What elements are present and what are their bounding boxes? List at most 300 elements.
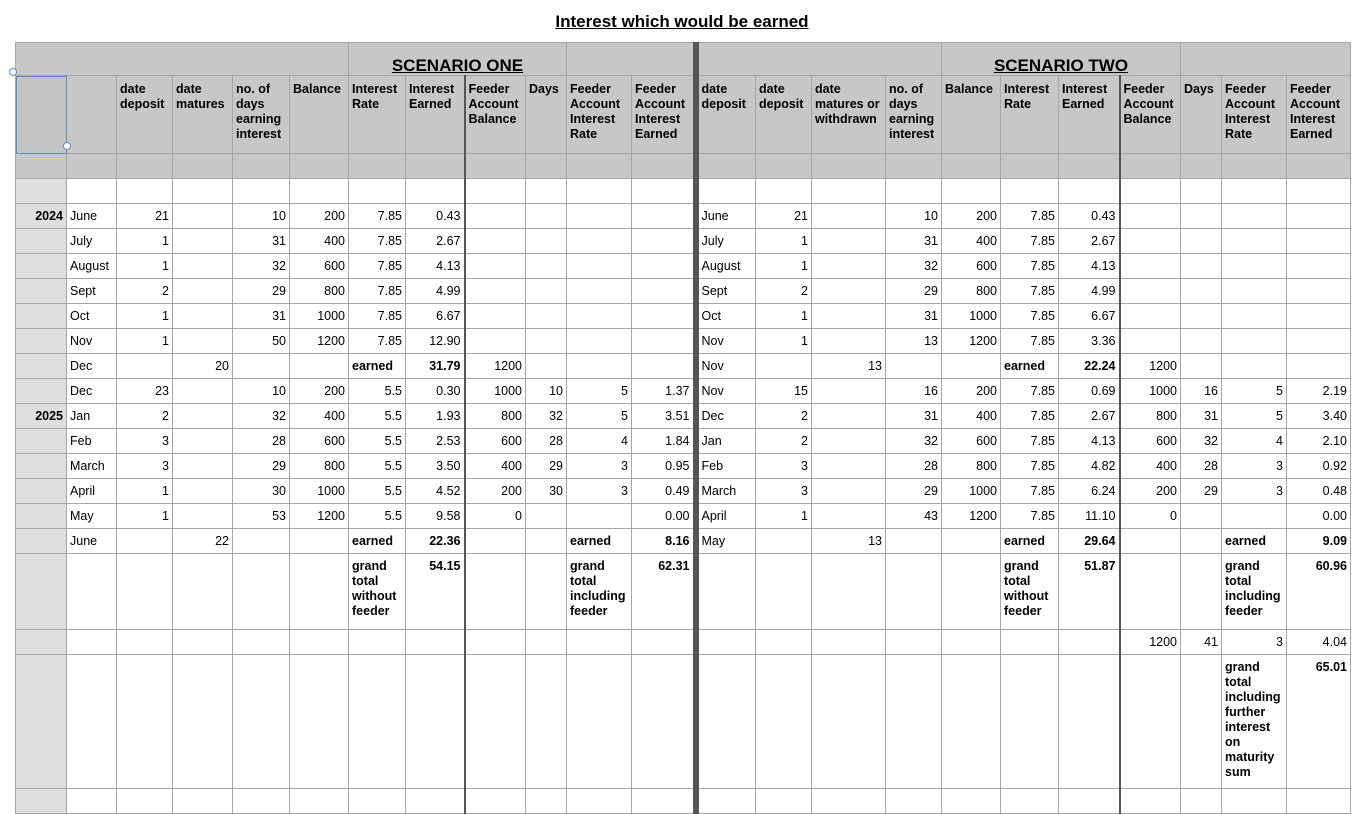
s1-cell[interactable]: 800 [290, 279, 349, 304]
s1-grand-including-label[interactable]: grand total including feeder [567, 554, 632, 630]
s1-cell[interactable]: earned [349, 529, 406, 554]
s2-cell[interactable]: 7.85 [1001, 279, 1059, 304]
cell[interactable] [696, 179, 756, 204]
s2-cell[interactable]: 16 [886, 379, 942, 404]
s2-cell[interactable]: 600 [1120, 429, 1181, 454]
cell[interactable] [349, 630, 406, 655]
s2-cell[interactable]: 3 [756, 454, 812, 479]
s2-cell[interactable] [1181, 204, 1222, 229]
month-cell[interactable]: Oct [67, 304, 117, 329]
cell[interactable] [67, 179, 117, 204]
s1-cell[interactable] [567, 279, 632, 304]
cell[interactable] [173, 789, 233, 814]
s1-cell[interactable]: 1200 [290, 329, 349, 354]
s2-cell[interactable] [1120, 279, 1181, 304]
s2-cell[interactable] [1287, 254, 1351, 279]
cell[interactable] [349, 154, 406, 179]
s1-cell[interactable]: 30 [233, 479, 290, 504]
s1-cell[interactable]: 2 [117, 404, 173, 429]
s2-cell[interactable]: 28 [1181, 454, 1222, 479]
cell[interactable] [1287, 179, 1351, 204]
s2-cell[interactable]: 31 [886, 229, 942, 254]
s2-cell[interactable] [1120, 329, 1181, 354]
s1-cell[interactable] [632, 279, 696, 304]
s1-cell[interactable]: 1 [117, 504, 173, 529]
cell[interactable] [812, 554, 886, 630]
header-month[interactable] [67, 76, 117, 154]
cell[interactable] [233, 630, 290, 655]
s1-header-1[interactable]: date matures [173, 76, 233, 154]
s2-cell[interactable] [942, 529, 1001, 554]
s2-cell[interactable] [1120, 229, 1181, 254]
s2-grand-including-value[interactable]: 60.96 [1287, 554, 1351, 630]
s1-header-6[interactable]: Feeder Account Balance [465, 76, 526, 154]
s1-cell[interactable] [173, 454, 233, 479]
cell[interactable] [1120, 554, 1181, 630]
s1-cell[interactable]: 2.67 [406, 229, 465, 254]
s1-cell[interactable] [465, 254, 526, 279]
s1-cell[interactable]: 400 [465, 454, 526, 479]
s2-cell[interactable]: 1 [756, 304, 812, 329]
s2-cell[interactable] [1287, 279, 1351, 304]
cell[interactable] [117, 655, 173, 789]
year-cell[interactable] [16, 229, 67, 254]
s2-cell[interactable]: 7.85 [1001, 304, 1059, 329]
s2-month-cell[interactable]: July [696, 229, 756, 254]
cell[interactable] [290, 554, 349, 630]
s2-cell[interactable]: 200 [942, 204, 1001, 229]
s1-cell[interactable]: 600 [290, 429, 349, 454]
cell[interactable] [67, 154, 117, 179]
s2-cell[interactable] [1222, 254, 1287, 279]
s1-cell[interactable]: 1.84 [632, 429, 696, 454]
cell[interactable] [173, 554, 233, 630]
s2-cell[interactable]: 600 [942, 254, 1001, 279]
final-total-label[interactable]: grand total including further interest on maturity sum [1222, 655, 1287, 789]
s1-cell[interactable] [526, 529, 567, 554]
cell[interactable] [696, 789, 756, 814]
s1-cell[interactable] [526, 329, 567, 354]
s2-cell[interactable] [1222, 354, 1287, 379]
s1-cell[interactable]: 28 [233, 429, 290, 454]
cell[interactable] [696, 630, 756, 655]
cell[interactable] [233, 179, 290, 204]
s1-cell[interactable]: 10 [233, 204, 290, 229]
s2-cell[interactable]: 1 [756, 254, 812, 279]
s1-cell[interactable]: 1000 [290, 479, 349, 504]
s2-month-cell[interactable]: Nov [696, 354, 756, 379]
cell[interactable] [1059, 179, 1120, 204]
s2-cell[interactable]: 16 [1181, 379, 1222, 404]
s2-month-cell[interactable]: August [696, 254, 756, 279]
s1-header-9[interactable]: Feeder Account Interest Earned [632, 76, 696, 154]
s1-cell[interactable]: 1200 [465, 354, 526, 379]
s1-header-5[interactable]: Interest Earned [406, 76, 465, 154]
cell[interactable] [886, 655, 942, 789]
cell[interactable] [117, 179, 173, 204]
s1-cell[interactable]: 800 [465, 404, 526, 429]
cell[interactable] [290, 630, 349, 655]
s1-cell[interactable] [173, 504, 233, 529]
cell[interactable] [1059, 154, 1120, 179]
s2-cell[interactable] [1287, 304, 1351, 329]
s1-cell[interactable] [567, 254, 632, 279]
s2-cell[interactable] [812, 429, 886, 454]
s1-cell[interactable]: 7.85 [349, 254, 406, 279]
cell[interactable] [117, 554, 173, 630]
s2-cell[interactable]: 0.92 [1287, 454, 1351, 479]
cell[interactable] [756, 655, 812, 789]
s2-cell[interactable] [1181, 304, 1222, 329]
s2-cell[interactable]: 7.85 [1001, 204, 1059, 229]
s2-cell[interactable]: 0.00 [1287, 504, 1351, 529]
cell[interactable] [1001, 655, 1059, 789]
s2-cell[interactable]: earned [1222, 529, 1287, 554]
cell[interactable] [233, 154, 290, 179]
cell[interactable] [67, 789, 117, 814]
s1-cell[interactable]: 1.93 [406, 404, 465, 429]
s1-cell[interactable]: 0.95 [632, 454, 696, 479]
s2-cell[interactable]: 7.85 [1001, 454, 1059, 479]
s2-cell[interactable]: 1 [756, 504, 812, 529]
s2-cell[interactable]: 3.36 [1059, 329, 1120, 354]
cell[interactable] [406, 179, 465, 204]
cell[interactable] [526, 154, 567, 179]
month-cell[interactable]: Jan [67, 404, 117, 429]
scenario-two-title[interactable]: SCENARIO TWO [942, 43, 1181, 76]
s1-cell[interactable]: 400 [290, 404, 349, 429]
cell[interactable] [526, 554, 567, 630]
s1-cell[interactable] [567, 354, 632, 379]
s1-cell[interactable] [173, 404, 233, 429]
s1-cell[interactable] [632, 254, 696, 279]
s1-cell[interactable]: 23 [117, 379, 173, 404]
cell[interactable] [290, 154, 349, 179]
s2-cell[interactable]: 5 [1222, 379, 1287, 404]
s1-cell[interactable]: 20 [173, 354, 233, 379]
s1-grand-including-value[interactable]: 62.31 [632, 554, 696, 630]
cell[interactable] [1181, 154, 1222, 179]
cell[interactable] [942, 179, 1001, 204]
month-cell[interactable]: May [67, 504, 117, 529]
s1-cell[interactable]: 1 [117, 229, 173, 254]
month-cell[interactable]: August [67, 254, 117, 279]
s1-cell[interactable]: 600 [290, 254, 349, 279]
s1-cell[interactable]: 10 [233, 379, 290, 404]
s2-cell[interactable]: 400 [942, 404, 1001, 429]
s1-cell[interactable] [117, 354, 173, 379]
scenario-one-title[interactable]: SCENARIO ONE [349, 43, 567, 76]
s2-cell[interactable] [1120, 254, 1181, 279]
s1-cell[interactable]: 1 [117, 329, 173, 354]
s2-cell[interactable] [812, 304, 886, 329]
cell[interactable] [406, 655, 465, 789]
cell[interactable] [1120, 789, 1181, 814]
cell[interactable] [567, 655, 632, 789]
s2-month-cell[interactable]: April [696, 504, 756, 529]
s2-cell[interactable]: 31 [886, 304, 942, 329]
s2-cell[interactable]: 31 [886, 404, 942, 429]
s2-cell[interactable] [812, 504, 886, 529]
cell[interactable] [1181, 554, 1222, 630]
s2-cell[interactable]: 4.99 [1059, 279, 1120, 304]
s2-cell[interactable] [812, 479, 886, 504]
cell[interactable] [1287, 154, 1351, 179]
month-cell[interactable]: Nov [67, 329, 117, 354]
year-cell[interactable] [16, 379, 67, 404]
s1-header-0[interactable]: date deposit [117, 76, 173, 154]
s1-cell[interactable] [465, 279, 526, 304]
cell[interactable] [173, 630, 233, 655]
s2-cell[interactable] [1222, 304, 1287, 329]
s2-cell[interactable] [1287, 354, 1351, 379]
cell[interactable] [632, 789, 696, 814]
month-cell[interactable]: Dec [67, 379, 117, 404]
s2-cell[interactable]: 13 [812, 529, 886, 554]
s2-cell[interactable]: 21 [756, 204, 812, 229]
s1-cell[interactable] [173, 379, 233, 404]
cell[interactable] [406, 630, 465, 655]
s1-cell[interactable]: 3.51 [632, 404, 696, 429]
s1-header-7[interactable]: Days [526, 76, 567, 154]
s2-cell[interactable]: 7.85 [1001, 329, 1059, 354]
spreadsheet-grid[interactable] [15, 42, 1351, 814]
cell[interactable] [67, 554, 117, 630]
s2-cell[interactable] [1181, 229, 1222, 254]
s2-cell[interactable]: 5 [1222, 404, 1287, 429]
year-cell[interactable] [16, 279, 67, 304]
s1-cell[interactable]: 5 [567, 379, 632, 404]
s1-cell[interactable]: 5.5 [349, 429, 406, 454]
s1-cell[interactable]: 53 [233, 504, 290, 529]
s2-cell[interactable]: 29.64 [1059, 529, 1120, 554]
s2-cell[interactable]: 4.13 [1059, 254, 1120, 279]
s2-cell[interactable] [1120, 529, 1181, 554]
s2-month-cell[interactable]: Oct [696, 304, 756, 329]
s1-cell[interactable] [526, 254, 567, 279]
s1-cell[interactable]: earned [567, 529, 632, 554]
cell[interactable] [567, 154, 632, 179]
cell[interactable] [812, 630, 886, 655]
s2-cell[interactable] [812, 229, 886, 254]
s2-cell[interactable]: 32 [886, 429, 942, 454]
s2-cell[interactable] [1181, 354, 1222, 379]
s1-cell[interactable] [465, 529, 526, 554]
s1-cell[interactable]: 3 [567, 479, 632, 504]
s2-cell[interactable]: 2 [756, 404, 812, 429]
s2-cell[interactable]: earned [1001, 354, 1059, 379]
s2-cell[interactable]: 2.67 [1059, 404, 1120, 429]
s2-cell[interactable]: 43 [886, 504, 942, 529]
s1-cell[interactable]: 5.5 [349, 379, 406, 404]
s2-cell[interactable]: 29 [1181, 479, 1222, 504]
cell[interactable] [233, 655, 290, 789]
s2-cell[interactable] [1222, 229, 1287, 254]
cell[interactable] [349, 789, 406, 814]
s1-cell[interactable] [290, 354, 349, 379]
s1-cell[interactable]: 50 [233, 329, 290, 354]
month-cell[interactable]: Feb [67, 429, 117, 454]
cell[interactable] [567, 630, 632, 655]
cell[interactable] [465, 655, 526, 789]
cell[interactable] [526, 655, 567, 789]
month-cell[interactable]: July [67, 229, 117, 254]
s2-cell[interactable]: 2.19 [1287, 379, 1351, 404]
s2-header-1[interactable]: date deposit [756, 76, 812, 154]
s1-cell[interactable]: 7.85 [349, 279, 406, 304]
cell[interactable] [886, 630, 942, 655]
s1-cell[interactable]: 29 [526, 454, 567, 479]
s1-cell[interactable]: 3.50 [406, 454, 465, 479]
s1-cell[interactable] [632, 354, 696, 379]
s2-cell[interactable]: 15 [756, 379, 812, 404]
cell[interactable] [1001, 789, 1059, 814]
s2-cell[interactable]: 3.40 [1287, 404, 1351, 429]
cell[interactable] [696, 554, 756, 630]
s2-cell[interactable]: 29 [886, 479, 942, 504]
s2-cell[interactable] [1181, 279, 1222, 304]
s1-cell[interactable] [526, 354, 567, 379]
s1-cell[interactable]: 5.5 [349, 454, 406, 479]
year-cell[interactable] [16, 429, 67, 454]
cell[interactable] [1181, 655, 1222, 789]
s1-cell[interactable]: 1 [117, 479, 173, 504]
s2-cell[interactable]: 7.85 [1001, 229, 1059, 254]
s1-cell[interactable]: 32 [526, 404, 567, 429]
cell[interactable] [1001, 630, 1059, 655]
s1-cell[interactable]: 3 [117, 429, 173, 454]
s2-header-2[interactable]: date matures or withdrawn [812, 76, 886, 154]
s2-cell[interactable]: 3 [1222, 454, 1287, 479]
s2-cell[interactable] [1181, 254, 1222, 279]
s2-cell[interactable] [942, 354, 1001, 379]
s2-cell[interactable] [812, 329, 886, 354]
s1-cell[interactable]: 22 [173, 529, 233, 554]
cell[interactable] [16, 554, 67, 630]
cell[interactable] [1181, 179, 1222, 204]
s2-cell[interactable]: 7.85 [1001, 404, 1059, 429]
s2-cell[interactable] [812, 254, 886, 279]
month-cell[interactable]: Sept [67, 279, 117, 304]
s2-header-9[interactable]: Feeder Account Interest Rate [1222, 76, 1287, 154]
s1-cell[interactable] [173, 229, 233, 254]
s1-cell[interactable]: 21 [117, 204, 173, 229]
cell[interactable] [465, 789, 526, 814]
cell[interactable] [632, 630, 696, 655]
cell[interactable] [1001, 179, 1059, 204]
s2-cell[interactable]: 200 [942, 379, 1001, 404]
selection-handle-top[interactable] [9, 68, 17, 76]
s1-cell[interactable]: 7.85 [349, 229, 406, 254]
s2-cell[interactable]: 1 [756, 229, 812, 254]
cell[interactable] [812, 655, 886, 789]
s1-cell[interactable]: 2 [117, 279, 173, 304]
s2-cell[interactable]: 800 [942, 279, 1001, 304]
s1-cell[interactable]: 4.99 [406, 279, 465, 304]
s2-cell[interactable]: 7.85 [1001, 479, 1059, 504]
cell[interactable] [812, 179, 886, 204]
cell[interactable] [632, 154, 696, 179]
s1-cell[interactable] [526, 279, 567, 304]
s2-cell[interactable]: 0.43 [1059, 204, 1120, 229]
cell[interactable] [16, 630, 67, 655]
selection-handle-bottom[interactable] [63, 142, 71, 150]
s2-cell[interactable]: 2.67 [1059, 229, 1120, 254]
s2-cell[interactable] [1120, 304, 1181, 329]
cell[interactable] [1181, 789, 1222, 814]
s1-cell[interactable]: 9.58 [406, 504, 465, 529]
s1-cell[interactable] [173, 204, 233, 229]
cell[interactable] [1059, 655, 1120, 789]
s1-cell[interactable] [567, 329, 632, 354]
cell[interactable] [67, 630, 117, 655]
year-cell[interactable]: 2024 [16, 204, 67, 229]
s2-cell[interactable]: 22.24 [1059, 354, 1120, 379]
s2-cell[interactable]: 32 [886, 254, 942, 279]
s1-cell[interactable] [632, 304, 696, 329]
cell[interactable] [756, 789, 812, 814]
year-cell[interactable] [16, 329, 67, 354]
s1-cell[interactable] [117, 529, 173, 554]
s2-month-cell[interactable]: Jan [696, 429, 756, 454]
s1-grand-without-value[interactable]: 54.15 [406, 554, 465, 630]
s2-cell[interactable]: 1200 [942, 329, 1001, 354]
s1-cell[interactable]: 8.16 [632, 529, 696, 554]
cell[interactable] [567, 789, 632, 814]
s1-cell[interactable]: 29 [233, 279, 290, 304]
s2-cell[interactable] [1287, 204, 1351, 229]
s1-cell[interactable]: 5 [567, 404, 632, 429]
s2-cell[interactable] [1287, 329, 1351, 354]
s1-cell[interactable]: 0 [465, 504, 526, 529]
cell[interactable] [1222, 789, 1287, 814]
s2-cell[interactable] [812, 279, 886, 304]
cell[interactable] [526, 179, 567, 204]
s1-cell[interactable]: 0.43 [406, 204, 465, 229]
s2-cell[interactable]: 11.10 [1059, 504, 1120, 529]
maturity-balance[interactable]: 1200 [1120, 630, 1181, 655]
s2-cell[interactable]: 800 [942, 454, 1001, 479]
cell[interactable] [117, 154, 173, 179]
s1-cell[interactable]: 0.00 [632, 504, 696, 529]
cell[interactable] [1059, 789, 1120, 814]
cell[interactable] [886, 789, 942, 814]
cell[interactable] [117, 789, 173, 814]
s1-cell[interactable]: 4 [567, 429, 632, 454]
s1-cell[interactable]: 7.85 [349, 204, 406, 229]
s1-cell[interactable] [173, 479, 233, 504]
s1-cell[interactable]: 5.5 [349, 504, 406, 529]
cell[interactable] [16, 655, 67, 789]
cell[interactable] [756, 554, 812, 630]
selected-cell[interactable] [16, 76, 67, 154]
s2-cell[interactable]: 4.13 [1059, 429, 1120, 454]
s2-cell[interactable]: 1000 [942, 479, 1001, 504]
year-cell[interactable] [16, 479, 67, 504]
s2-month-cell[interactable]: May [696, 529, 756, 554]
s2-cell[interactable]: 6.24 [1059, 479, 1120, 504]
s1-cell[interactable] [233, 354, 290, 379]
s1-header-2[interactable]: no. of days earning interest [233, 76, 290, 154]
year-cell[interactable]: 2025 [16, 404, 67, 429]
s2-cell[interactable]: 4 [1222, 429, 1287, 454]
s1-cell[interactable]: 10 [526, 379, 567, 404]
year-cell[interactable] [16, 454, 67, 479]
month-cell[interactable]: April [67, 479, 117, 504]
s2-cell[interactable] [812, 379, 886, 404]
cell[interactable] [632, 655, 696, 789]
s1-cell[interactable]: 6.67 [406, 304, 465, 329]
